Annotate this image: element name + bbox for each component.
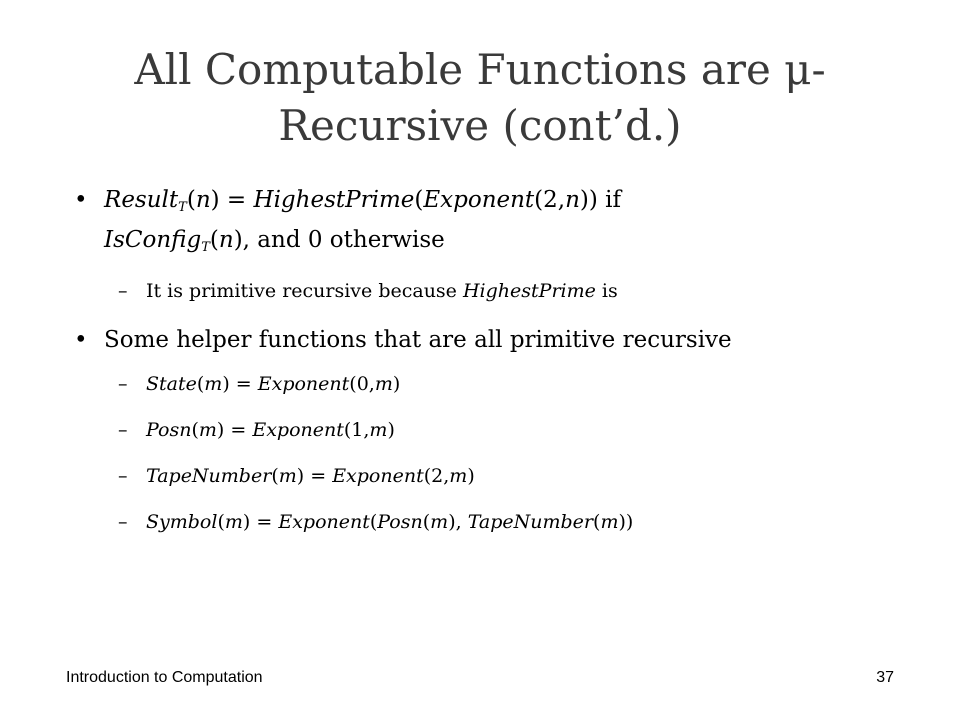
sub-bullet-posn: – Posn(m) = Exponent(1,m): [70, 417, 900, 444]
term-state: State: [146, 373, 197, 395]
text-equals: ) =: [296, 465, 333, 487]
bullet-helpers: [70, 324, 900, 357]
text: Some helper functions that are all primitive recursive: [104, 327, 732, 353]
text-args: (2,: [423, 465, 450, 487]
text-close: ): [392, 373, 401, 395]
text-tail: ), and 0 otherwise: [233, 227, 445, 253]
term-isconfig: IsConfig: [104, 227, 202, 253]
text-args: (1,: [343, 419, 370, 441]
text-equals: ) =: [210, 187, 254, 213]
sub-bullet-primitive: [70, 278, 900, 305]
sub-bullet-state: – State(m) = Exponent(0,m): [70, 371, 900, 398]
sub-bullet-tapenumber: – TapeNumber(m) = Exponent(2,m): [70, 463, 900, 490]
title-line-1: All Computable Functions are μ-: [134, 45, 826, 94]
text-paren: (: [414, 187, 424, 213]
dash-marker: –: [118, 465, 128, 487]
text-args: (0,: [349, 373, 375, 395]
term-posn: Posn: [377, 511, 423, 533]
title-line-2: Recursive (cont’d.): [278, 101, 682, 150]
var-m: m: [369, 419, 388, 441]
text-close: )): [618, 511, 634, 533]
text-equals: ) =: [222, 373, 258, 395]
text-close: ): [467, 465, 475, 487]
sub-bullet-symbol: – Symbol(m) = Exponent(Posn(m), TapeNumber(m)): [70, 509, 900, 536]
page-number: 37: [876, 669, 894, 686]
term-exponent: Exponent: [423, 187, 535, 213]
text-equals: ) =: [216, 419, 253, 441]
var-m: m: [430, 511, 449, 533]
var-m: m: [278, 465, 297, 487]
text-equals: ) =: [242, 511, 279, 533]
var-n: n: [195, 187, 211, 213]
term-symbol: Symbol: [146, 511, 218, 533]
dash-marker: –: [118, 373, 128, 395]
subscript-t: T: [178, 200, 187, 215]
var-m: m: [449, 465, 468, 487]
bullet-dot: •: [74, 327, 88, 353]
term-tapenumber: TapeNumber: [146, 465, 272, 487]
var-m: m: [600, 511, 619, 533]
term-highestprime: HighestPrime: [462, 280, 596, 302]
footer-course-title: Introduction to Computation: [66, 669, 263, 686]
var-m: m: [204, 373, 223, 395]
dash-marker: –: [118, 419, 128, 441]
term-exponent: Exponent: [332, 465, 424, 487]
dash-marker: –: [118, 511, 128, 533]
term-tapenumber: TapeNumber: [467, 511, 594, 533]
slide-content: [70, 184, 900, 555]
text-tail: is: [595, 280, 618, 302]
text-close: ): [387, 419, 395, 441]
text-separator: ),: [448, 511, 468, 533]
term-result: Result: [104, 187, 179, 213]
dash-marker: –: [118, 280, 128, 302]
var-m: m: [374, 373, 393, 395]
subscript-t: T: [201, 240, 210, 255]
term-highestprime: HighestPrime: [253, 187, 415, 213]
text: It is primitive recursive because: [146, 280, 463, 302]
term-exponent: Exponent: [252, 419, 344, 441]
text-close: )) if: [579, 187, 622, 213]
term-exponent: Exponent: [278, 511, 370, 533]
text-args: (2,: [534, 187, 566, 213]
var-m: m: [198, 419, 217, 441]
bullet-dot: •: [74, 187, 88, 213]
var-n: n: [565, 187, 580, 213]
term-posn: Posn: [146, 419, 192, 441]
slide-title: [80, 42, 880, 154]
bullet-result: • Result$_T$(n) = HighestPrime(Exponent(2,n)) if IsConfig$_T$(n), and 0 otherwise: [70, 184, 900, 264]
var-n: n: [218, 227, 234, 253]
var-m: m: [224, 511, 243, 533]
term-exponent: Exponent: [257, 373, 350, 395]
